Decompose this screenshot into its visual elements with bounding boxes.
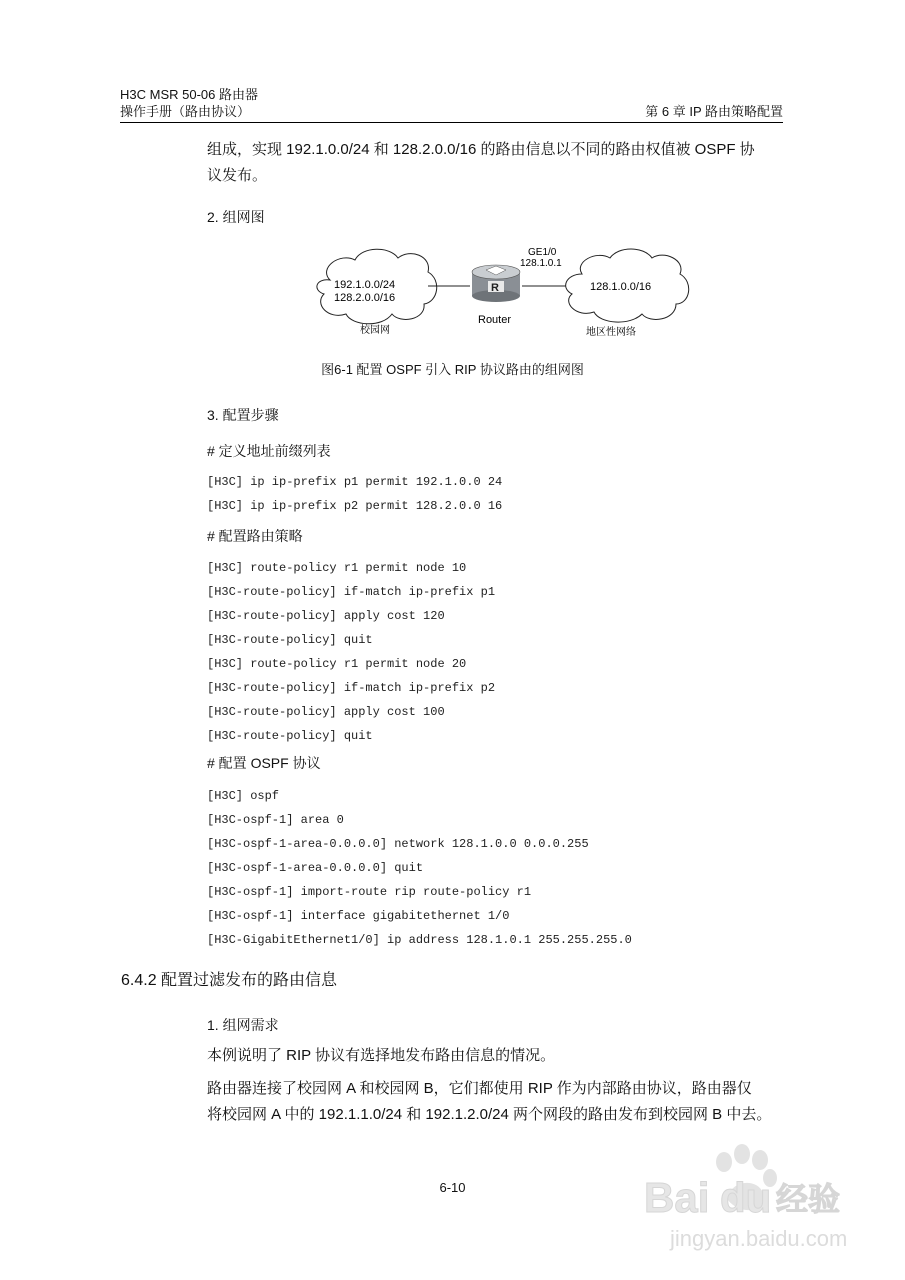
- code-line: [H3C] ip ip-prefix p2 permit 128.2.0.0 16: [207, 499, 503, 513]
- code-line: [H3C-route-policy] apply cost 100: [207, 705, 445, 719]
- req-para2-line-1: 路由器连接了校园网 A 和校园网 B，它们都使用 RIP 作为内部路由协议，路由器仅: [207, 1080, 752, 1097]
- intro-line-1: 组成，实现 192.1.0.0/24 和 128.2.0.0/16 的路由信息以不同的路由权值被 OSPF 协: [207, 141, 755, 158]
- code-line: [H3C] route-policy r1 permit node 10: [207, 561, 467, 575]
- left-cloud-label: 校园网: [360, 325, 390, 336]
- right-cloud-text: 128.1.0.0/16: [590, 281, 652, 293]
- router-glyph: R: [491, 282, 499, 294]
- code-line: [H3C-route-policy] apply cost 120: [207, 609, 445, 623]
- intro-line-2: 议发布。: [207, 167, 268, 184]
- network-diagram: [300, 238, 700, 348]
- section-steps-heading: 3. 配置步骤: [207, 407, 279, 423]
- header-product: H3C MSR 50-06 路由器: [120, 87, 258, 102]
- code-block-prefix: [207, 470, 502, 518]
- baidu-watermark: [600, 1140, 880, 1260]
- code-line: [H3C-route-policy] quit: [207, 729, 373, 743]
- section-6-4-2-heading: 6.4.2 配置过滤发布的路由信息: [121, 972, 338, 989]
- requirements-para-1: 本例说明了 RIP 协议有选择地发布路由信息的情况。: [207, 1047, 556, 1064]
- section-network-heading: 2. 组网图: [207, 209, 265, 225]
- watermark-brand-b: du: [720, 1174, 772, 1221]
- code-line: [H3C] ospf: [207, 789, 280, 803]
- port-name: GE1/0: [528, 247, 557, 258]
- watermark-brand-c: 经验: [776, 1181, 841, 1217]
- page-header-left: [120, 86, 258, 120]
- code-line: [H3C-GigabitEthernet1/0] ip address 128.1.0.1 255.255.255.0: [207, 933, 632, 947]
- code-line: [H3C-route-policy] if-match ip-prefix p1: [207, 585, 496, 599]
- code-line: [H3C] route-policy r1 permit node 20: [207, 657, 467, 671]
- port-ip: 128.1.0.1: [520, 258, 562, 269]
- left-cloud-line1: 192.1.0.0/24: [334, 279, 396, 291]
- router-label: Router: [478, 314, 512, 326]
- watermark-url: jingyan.baidu.com: [670, 1226, 848, 1251]
- comment-prefix-list: # 定义地址前缀列表: [207, 443, 331, 459]
- code-line: [H3C-ospf-1] area 0: [207, 813, 344, 827]
- code-block-policy: [207, 556, 495, 748]
- code-line: [H3C] ip ip-prefix p1 permit 192.1.0.0 24: [207, 475, 503, 489]
- code-line: [H3C-ospf-1] interface gigabitethernet 1/0: [207, 909, 510, 923]
- right-cloud-label: 地区性网络: [586, 327, 636, 338]
- code-block-ospf: [207, 784, 632, 952]
- comment-ospf: # 配置 OSPF 协议: [207, 755, 321, 771]
- requirements-para-2: [207, 1076, 797, 1128]
- header-chapter: 第 6 章 IP 路由策略配置: [645, 104, 783, 119]
- code-line: [H3C-ospf-1-area-0.0.0.0] quit: [207, 861, 424, 875]
- intro-paragraph: [207, 137, 797, 189]
- watermark-brand-a: Bai: [644, 1174, 710, 1221]
- header-rule: [120, 122, 783, 123]
- left-cloud-line2: 128.2.0.0/16: [334, 292, 396, 304]
- code-line: [H3C-route-policy] if-match ip-prefix p2: [207, 681, 496, 695]
- req-para2-line-2: 将校园网 A 中的 192.1.1.0/24 和 192.1.2.0/24 两个网段的路由发布到校园网 B 中去。: [207, 1106, 772, 1123]
- code-line: [H3C-ospf-1-area-0.0.0.0] network 128.1.0.0 0.0.0.255: [207, 837, 589, 851]
- code-line: [H3C-route-policy] quit: [207, 633, 373, 647]
- figure-caption: 图6-1 配置 OSPF 引入 RIP 协议路由的组网图: [321, 362, 584, 377]
- code-line: [H3C-ospf-1] import-route rip route-policy r1: [207, 885, 532, 899]
- page-number: 6-10: [439, 1180, 466, 1195]
- section-requirements-heading: 1. 组网需求: [207, 1017, 279, 1033]
- comment-route-policy: # 配置路由策略: [207, 528, 303, 544]
- header-manual: 操作手册（路由协议）: [120, 104, 251, 119]
